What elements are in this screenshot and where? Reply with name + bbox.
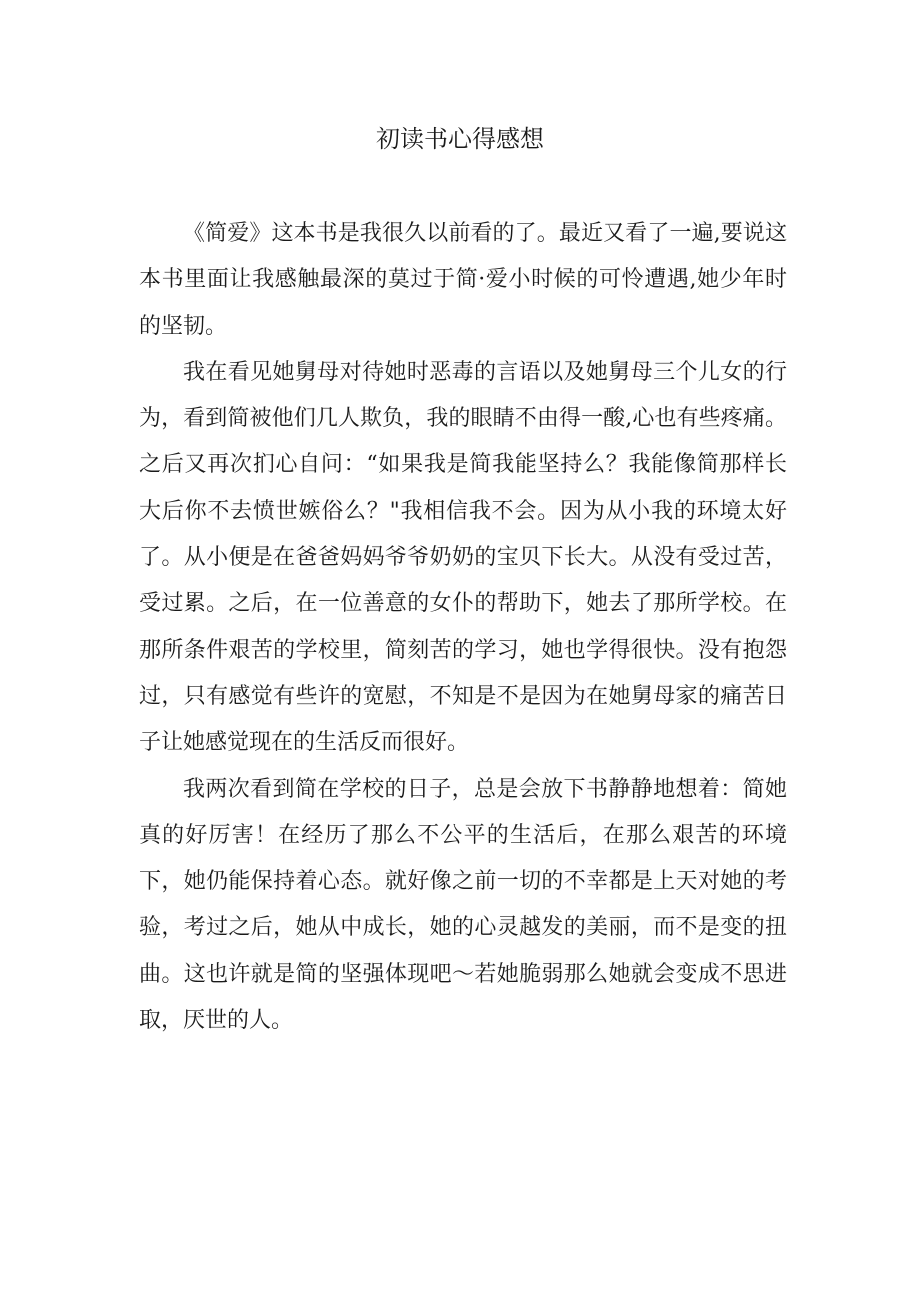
paragraph-3: 我两次看到简在学校的日子，总是会放下书静静地想着：简她真的好厉害！在经历了那么不公平的生活后，在那么艰苦的环境下，她仍能保持着心态。就好像之前一切的不幸都是上天对她的考验，考过之后，她从中成长，她的心灵越发的美丽，而不是变的扭曲。这也许就是简的坚强体现吧～若她脆弱那么她就会变成不思进取，厌世的人。 [139, 776, 787, 1034]
document-body [139, 211, 787, 1044]
paragraph-1: 《简爱》这本书是我很久以前看的了。最近又看了一遍,要说这本书里面让我感触最深的莫过于简·爱小时候的可怜遭遇,她少年时的坚韧。 [139, 221, 787, 339]
page-title: 初读书心得感想 [376, 125, 544, 153]
paragraph-2: 我在看见她舅母对待她时恶毒的言语以及她舅母三个儿女的行为，看到简被他们几人欺负，我的眼睛不由得一酸,心也有些疼痛。之后又再次扪心自问：“如果我是简我能坚持么？我能像简那样长大后你不去愤世嫉俗么？"我相信我不会。因为从小我的环境太好了。从小便是在爸爸妈妈爷爷奶奶的宝贝下长大。从没有受过苦，受过累。之后，在一位善意的女仆的帮助下，她去了那所学校。在那所条件艰苦的学校里，简刻苦的学习，她也学得很快。没有抱怨过，只有感觉有些许的宽慰，不知是不是因为在她舅母家的痛苦日子让她感觉现在的生活反而很好。 [139, 359, 787, 756]
